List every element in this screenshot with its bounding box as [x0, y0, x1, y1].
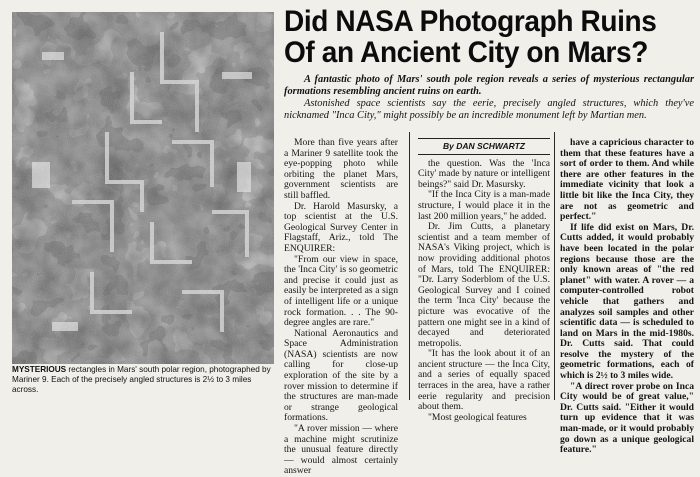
deck	[284, 74, 694, 122]
article-paragraph: Dr. Jim Cutts, a planetary scientist and a team member of NASA's Viking project, which is now providing additional photos of Mars, told The ENQUIRER: "Dr. Larry Soderblom of the U.S. Geological Survey and I coined the term 'Inca City' because the picture was evocative of the pattern one might see in a kind of decayed and deteriorated metropolis.	[418, 221, 550, 349]
article-paragraph: National Aeronautics and Space Administration (NASA) scientists are now calling for close-up exploration of the site by a rover mission to determine if the structures are man-made or strange geological formations.	[284, 327, 398, 424]
article-paragraph: "From our view in space, the 'Inca City' is so geometric and precise it could just as easily be interpreted as a sign of intelligent life or a unique rock formation. . . The 90-degree angles are rare."	[284, 253, 398, 329]
article-column-3	[560, 137, 694, 456]
article-paragraph: have a capricious character to them that these features have a sort of order to them. And while there are other features in the immediate vicinity that look a little bit like the Inca City, they are not as geometric and perfect."	[560, 137, 694, 223]
article-paragraph: "It has the look about it of an ancient structure — the Inca City, and a series of equally spaced terraces in the area, have a rather eerie regularity and precision about them.	[418, 348, 550, 413]
deck-paragraph: Astonished space scientists say the eerie, precisely angled structures, which they've nicknamed "Inca City," might possibly be an incredible monument left by Martian men.	[284, 98, 694, 121]
article-paragraph: "If the Inca City is a man-made structure, I would place it in the last 200 million years," he added.	[418, 189, 550, 222]
mars-photo	[12, 12, 274, 364]
article-column-1	[284, 137, 398, 477]
article-paragraph: "A rover mission — where a machine might scrutinize the unusual feature directly — would almost certainly answer	[284, 423, 398, 477]
column-rule	[554, 132, 555, 400]
caption-text: rectangles in Mars' south polar region, photographed by Mariner 9. Each of the precisely angled structures is 2½ to 3 miles across.	[12, 365, 271, 394]
article-paragraph: the question. Was the 'Inca City' made by nature or intelligent beings?" said Dr. Masursky.	[418, 157, 550, 190]
article-paragraph: "A direct rover probe on Inca City would be of great value," Dr. Cutts said. "Either it would turn up evidence that it was man-made, or it would probably go down as a unique geological feature."	[560, 380, 694, 456]
caption-lead: MYSTERIOUS	[12, 365, 67, 374]
terrain-image	[12, 12, 274, 364]
deck-paragraph: A fantastic photo of Mars' south pole region reveals a series of mysterious rectangular formations resembling ancient ruins on earth.	[284, 74, 694, 97]
article-paragraph: If life did exist on Mars, Dr. Cutts added, it would probably have been located in the polar regions because those are the only known areas of "the red planet" with water. A rover — a computer-controlled robot vehicle that gathers and analyzes soil samples and other scientific data — is scheduled to land on Mars in the mid-1980s. Dr. Cutts said. That could resolve the mystery of the geometric formations, each of which is 2½ to 3 miles wide.	[560, 221, 694, 382]
headline: Did NASA Photograph Ruins Of an Ancient City on Mars?	[284, 5, 657, 69]
byline: By DAN SCHWARTZ	[418, 138, 550, 155]
article-paragraph: More than five years after a Mariner 9 satellite took the eye-popping photo while orbiting the planet Mars, government scientists are still baffled.	[284, 137, 398, 201]
column-rule	[409, 132, 410, 400]
article-paragraph: "Most geological features	[428, 411, 527, 423]
article-paragraph: Dr. Harold Masursky, a top scientist at the U.S. Geological Survey Center in Flagstaff, Ariz., told The ENQUIRER:	[284, 200, 398, 254]
article-column-2	[418, 138, 550, 423]
photo-caption	[12, 365, 276, 395]
